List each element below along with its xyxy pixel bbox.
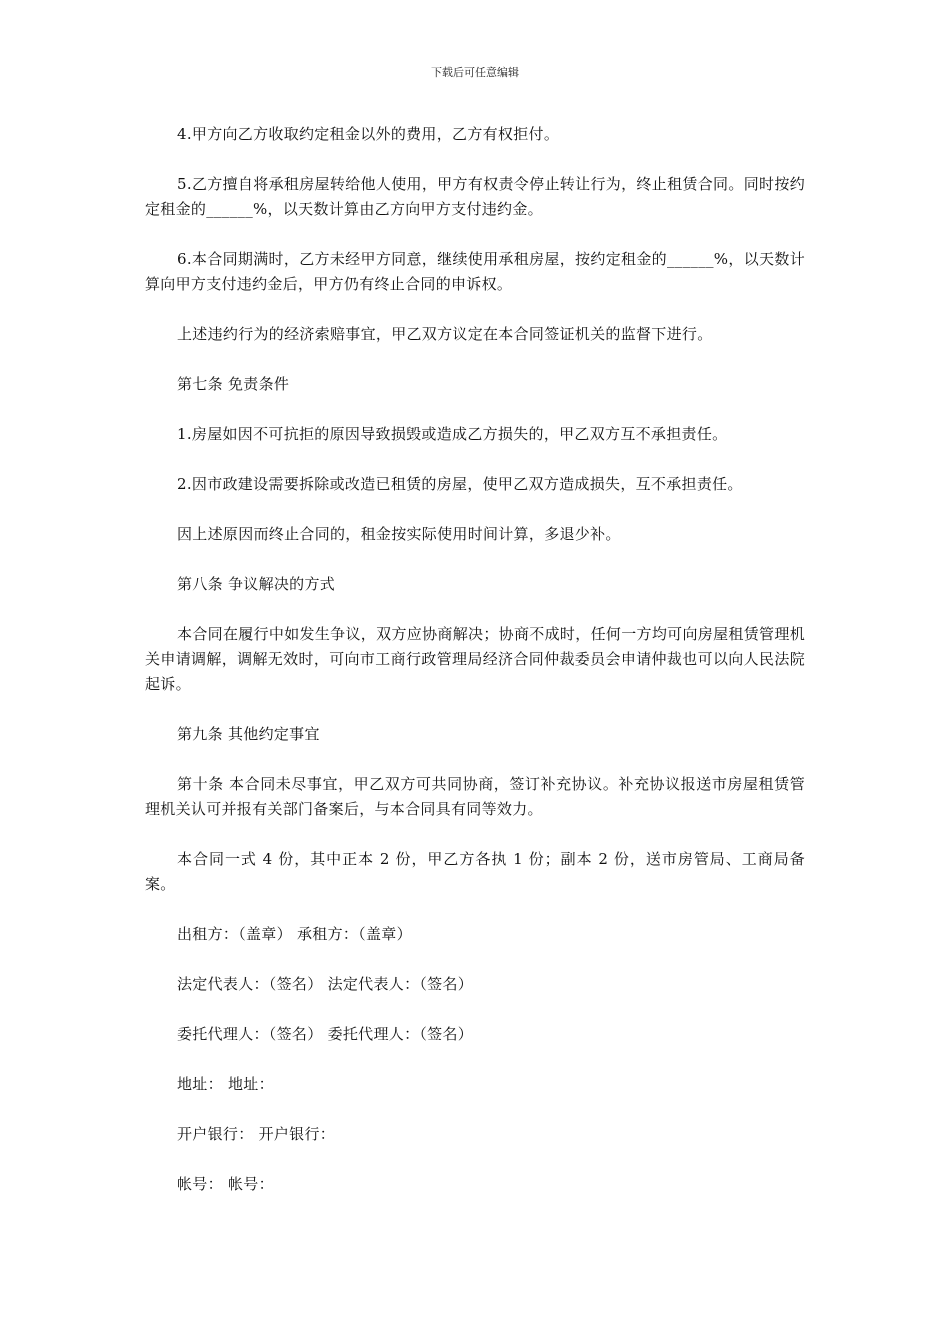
article-9-heading: 第九条 其他约定事宜 [177, 725, 320, 743]
article-7-item-2: 2.因市政建设需要拆除或改造已租赁的房屋，使甲乙双方造成损失，互不承担责任。 [177, 475, 743, 493]
clause-4-extra-fees: 4.甲方向乙方收取约定租金以外的费用，乙方有权拒付。 [177, 125, 560, 143]
article-8-heading: 第八条 争议解决的方式 [177, 575, 336, 593]
signature-bank: 开户银行： 开户银行： [177, 1125, 336, 1143]
clause-5-sublet-penalty: 5.乙方擅自将承租房屋转给他人使用，甲方有权责令停止转让行为，终止租赁合同。同时按约定租金的______%，以天数计算由乙方向甲方支付违约金。 [145, 175, 805, 218]
clause-6-overstay-penalty: 6.本合同期满时，乙方未经甲方同意，继续使用承租房屋，按约定租金的______%，以天数计算向甲方支付违约金后，甲方仍有终止合同的申诉权。 [145, 250, 805, 293]
signature-agent: 委托代理人：（签名） 委托代理人：（签名） [177, 1025, 474, 1043]
signature-legal-rep: 法定代表人：（签名） 法定代表人：（签名） [177, 975, 474, 993]
copies-note: 本合同一式 4 份，其中正本 2 份，甲乙方各执 1 份；副本 2 份，送市房管局、工商局备案。 [145, 850, 805, 893]
signature-account: 帐号： 帐号： [177, 1175, 274, 1193]
page-header: 下载后可任意编辑 [431, 66, 519, 79]
breach-claims-note: 上述违约行为的经济索赔事宜，甲乙双方议定在本合同签证机关的监督下进行。 [177, 325, 713, 343]
article-7-item-1: 1.房屋如因不可抗拒的原因导致损毁或造成乙方损失的，甲乙双方互不承担责任。 [177, 425, 728, 443]
article-7-rent-note: 因上述原因而终止合同的，租金按实际使用时间计算，多退少补。 [177, 525, 621, 543]
article-10-body: 第十条 本合同未尽事宜，甲乙双方可共同协商，签订补充协议。补充协议报送市房屋租赁管理机关认可并报有关部门备案后，与本合同具有同等效力。 [145, 775, 805, 818]
document-body [145, 122, 805, 1222]
article-8-body: 本合同在履行中如发生争议，双方应协商解决；协商不成时，任何一方均可向房屋租赁管理机关申请调解，调解无效时，可向市工商行政管理局经济合同仲裁委员会申请仲裁也可以向人民法院起诉。 [145, 625, 805, 693]
signature-parties: 出租方：（盖章） 承租方：（盖章） [177, 925, 412, 943]
signature-address: 地址： 地址： [177, 1075, 274, 1093]
article-7-heading: 第七条 免责条件 [177, 375, 290, 393]
